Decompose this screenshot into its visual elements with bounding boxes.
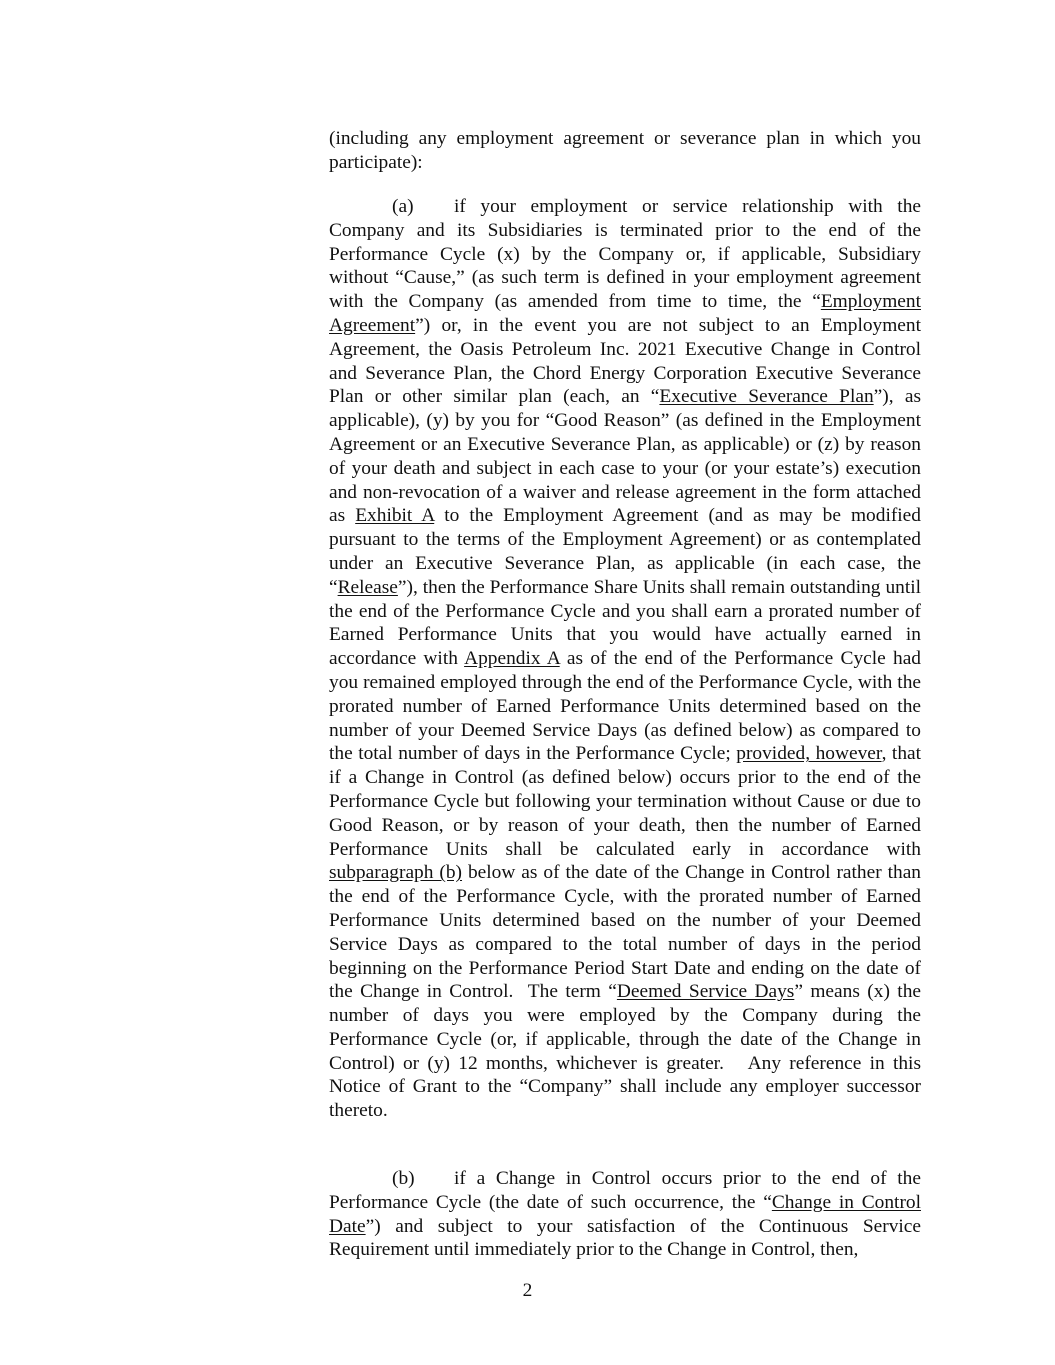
term-provided-however: provided, however	[736, 743, 882, 765]
page-number: 2	[522, 1280, 533, 1301]
paragraph-b-label: (b)	[392, 1168, 415, 1189]
paragraph-a-text-9: ” means (x) the number of days you were employed by the Company during the Performance Cycle (or, if applicable, through the date of the Change in Control) or (y) 12 months, whichever is greater. Any reference in this Notice of Grant to the “Company” shall include any employer successor thereto.	[329, 981, 921, 1122]
paragraph-b-text-1: if a Change in Control occurs prior to the end of the Performance Cycle (the date of such occurrence, the “	[329, 1168, 921, 1213]
intro-text: (including any employment agreement or severance plan in which you participate):	[329, 128, 921, 173]
paragraph-a-label: (a)	[392, 196, 414, 217]
paragraph-a-text-3: ”), as applicable), (y) by you for “Good Reason” (as defined in the Employment Agreement or an Executive Severance Plan, as applicable) or (z) by reason of your death and subject in each case to your (or your estate’s) execution and non-revocation of a waiver and release agreement in the form attached as	[329, 386, 922, 527]
paragraph-a-text-6: as of the end of the Performance Cycle had you remained employed through the end of the Performance Cycle, with the prorated number of Earned Performance Units determined based on the number of your Deemed Service Days (as defined below) as compared to the total number of days in the Performance Cycle;	[329, 648, 922, 765]
defined-term-executive-severance-plan: Executive Severance Plan	[659, 386, 874, 408]
paragraph-b	[329, 1167, 921, 1262]
defined-term-change-in-control-date: Change in Control Date	[329, 1191, 921, 1237]
paragraph-a-text-7: , that if a Change in Control (as defined below) occurs prior to the end of the Performance Cycle but following your termination without Cause or due to Good Reason, or by reason of your death, then the number of Earned Performance Units shall be calculated early in accordance with	[329, 743, 922, 860]
defined-term-release: Release	[337, 576, 398, 598]
paragraph-b-text-2: ”) and subject to your satisfaction of the Continuous Service Requirement until immediately prior to the Change in Control, then,	[329, 1215, 921, 1261]
paragraph-a	[329, 195, 921, 1123]
reference-appendix-a: Appendix A	[464, 648, 560, 670]
paragraph-a-text-1: if your employment or service relationship with the Company and its Subsidiaries is terminated prior to the end of the Performance Cycle (x) by the Company or, if applicable, Subsidiary without “Cause,” (as such term is defined in your employment agreement with the Company (as amended from time to time, the “	[329, 196, 921, 313]
paragraph-a-text-8: below as of the date of the Change in Control rather than the end of the Performance Cycle, with the prorated number of Earned Performance Units determined based on the number of your Deemed Service Days as compared to the total number of days in the period beginning on the Performance Period Start Date and ending on the date of the Change in Control. The term “	[329, 862, 921, 1003]
paragraph-a-text-4: to the Employment Agreement (and as may be modified pursuant to the terms of the Employment Agreement) or as contemplated under an Executive Severance Plan, as applicable (in each case, the “	[329, 505, 921, 598]
paragraph-a-text-5: ”), then the Performance Share Units shall remain outstanding until the end of the Performance Cycle and you shall earn a prorated number of Earned Performance Units that you would have actually earned in accordance with	[329, 576, 921, 670]
reference-subparagraph-b: subparagraph (b)	[329, 862, 463, 884]
paragraph-a-text-2: ”) or, in the event you are not subject to an Employment Agreement, the Oasis Petroleum Inc. 2021 Executive Change in Control and Severance Plan, the Chord Energy Corporation Executive Severance Plan or other similar plan (each, an “	[329, 314, 921, 408]
defined-term-employment-agreement: Employment Agreement	[329, 291, 921, 336]
reference-exhibit-a: Exhibit A	[355, 505, 435, 527]
intro-paragraph	[329, 127, 921, 175]
defined-term-deemed-service-days: Deemed Service Days	[616, 981, 795, 1003]
